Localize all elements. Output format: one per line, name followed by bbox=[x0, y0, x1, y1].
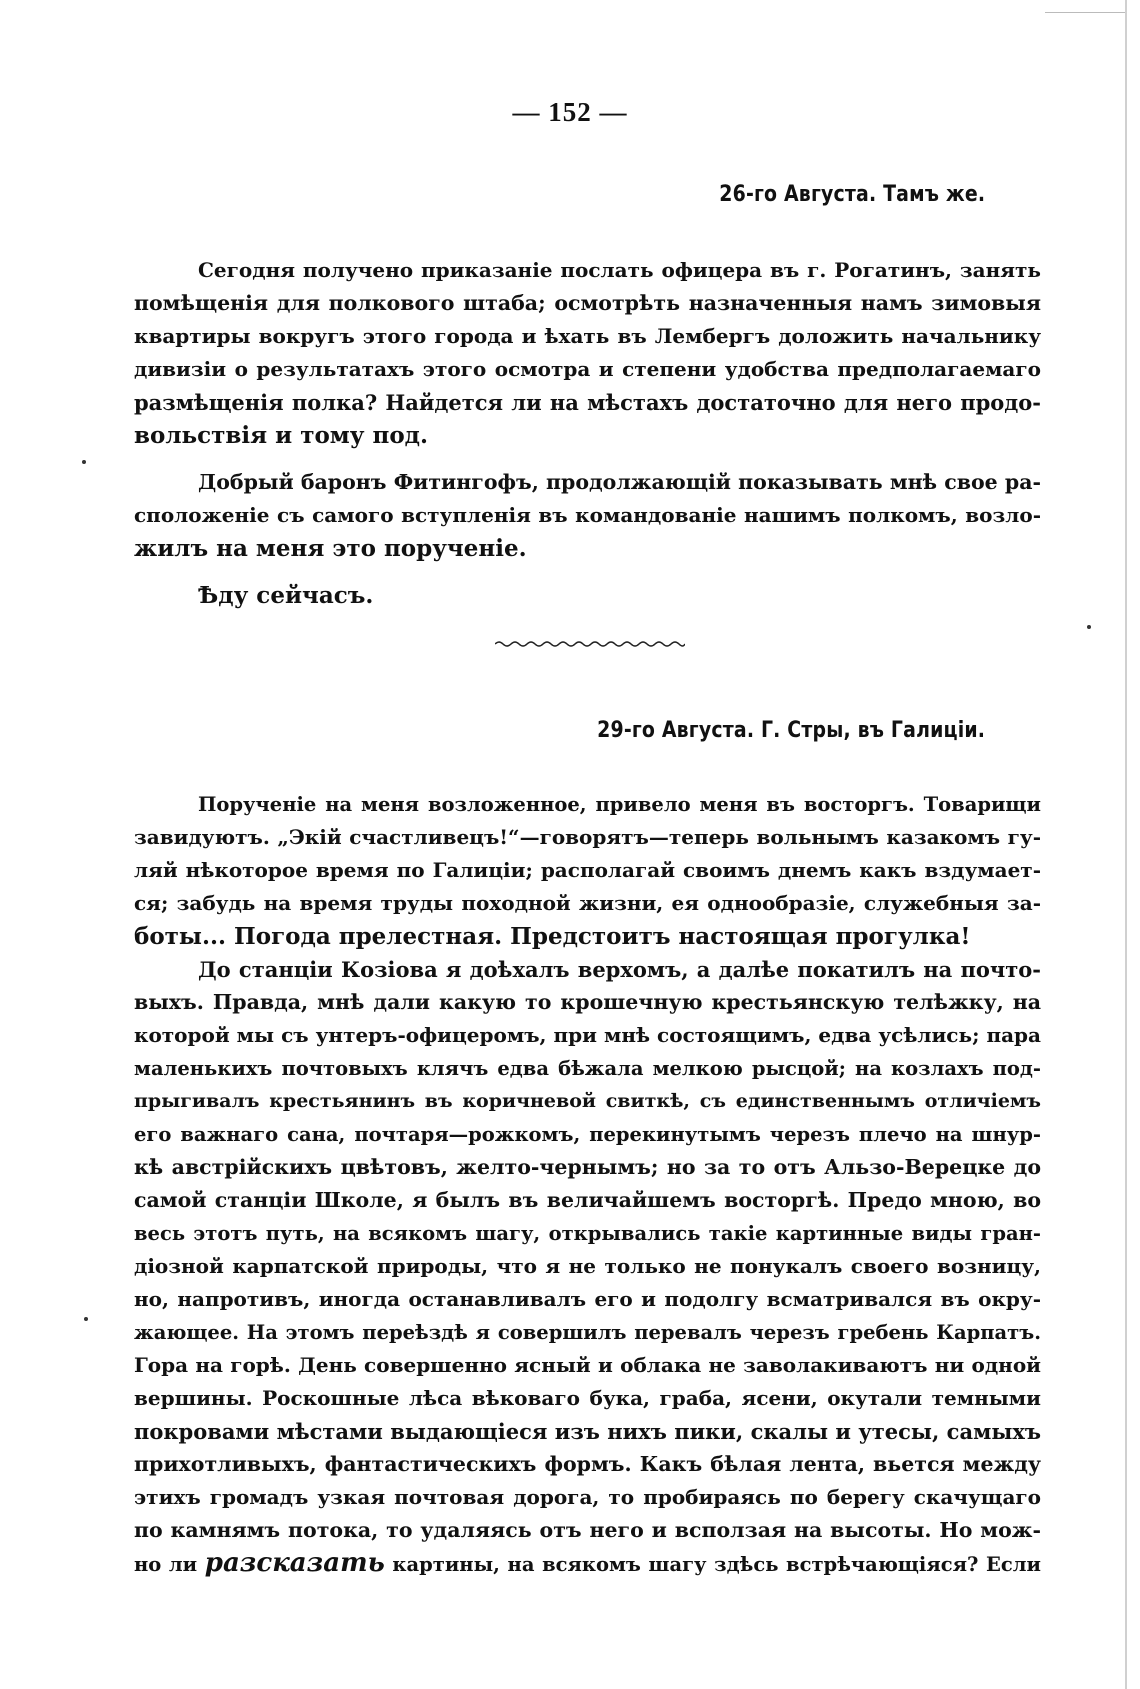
wavy-separator bbox=[495, 640, 685, 648]
text-line: Гора на горѣ. День совершенно ясный и облака не заволакиваютъ ни одной bbox=[134, 1353, 1041, 1377]
italic-word: разсказать bbox=[204, 1548, 385, 1578]
text-line: жилъ на меня это порученіе. bbox=[134, 535, 527, 562]
entry-heading-aug-26: 26-го Августа. Тамъ же. bbox=[719, 182, 985, 207]
text-line-last bbox=[134, 1547, 1041, 1580]
text-line: вольствія и тому под. bbox=[134, 422, 429, 449]
text-line: До станціи Козіова я доѣхалъ верхомъ, а далѣе покатилъ на почто- bbox=[198, 957, 1041, 982]
text-line: по камнямъ потока, то удаляясь отъ него и всползая на высоты. Но мож- bbox=[134, 1518, 1041, 1542]
scan-speck bbox=[82, 460, 86, 464]
text-line: весь этотъ путь, на всякомъ шагу, открывались такіе картинные виды гран- bbox=[134, 1222, 1041, 1245]
text-line: дивизіи о результатахъ этого осмотра и степени удобства предполагаемаго bbox=[134, 357, 1041, 381]
text-line: діозной карпатской природы, что я не только не понукалъ своего возницу, bbox=[134, 1254, 1041, 1278]
text-line: завидуютъ. „Экій счастливецъ!“—говорятъ—теперь вольнымъ казакомъ гу- bbox=[134, 825, 1041, 849]
scan-speck bbox=[1087, 625, 1091, 629]
text-line: ся; забудь на время труды походной жизни, ея однообразіе, служебныя за- bbox=[134, 891, 1041, 915]
text-line: вершины. Роскошные лѣса вѣковаго бука, граба, ясени, окутали темными bbox=[134, 1386, 1041, 1410]
text-line: сположеніе съ самого вступленія въ командованіе нашимъ полкомъ, возло- bbox=[134, 503, 1041, 527]
text-line: ляй нѣкоторое время по Галиціи; располагай своимъ днемъ какъ вздумает- bbox=[134, 858, 1041, 882]
text-line: Ѣду сейчасъ. bbox=[198, 582, 374, 609]
text-line: его важнаго сана, почтаря—рожкомъ, перекинутымъ черезъ плечо на шнур- bbox=[134, 1123, 1041, 1146]
text-line: прихотливыхъ, фантастическихъ формъ. Какъ бѣлая лента, вьется между bbox=[134, 1452, 1041, 1476]
text-segment: но ли bbox=[134, 1553, 198, 1576]
text-line: кѣ австрійскихъ цвѣтовъ, желто-чернымъ; но за то отъ Альзо-Верецке до bbox=[134, 1155, 1041, 1179]
text-segment: картины, на всякомъ шагу здѣсь встрѣчающіяся? Если bbox=[392, 1553, 1042, 1576]
text-line: размѣщенія полка? Найдется ли на мѣстахъ достаточно для него продо- bbox=[134, 390, 1041, 415]
text-line: этихъ громадъ узкая почтовая дорога, то пробираясь по берегу скачущаго bbox=[134, 1485, 1041, 1509]
text-line: выхъ. Правда, мнѣ дали какую то крошечную крестьянскую телѣжку, на bbox=[134, 990, 1041, 1014]
text-line: которой мы съ унтеръ-офицеромъ, при мнѣ состоящимъ, едва усѣлись; пара bbox=[134, 1023, 1041, 1047]
text-line: прыгивалъ крестьянинъ въ коричневой свиткѣ, съ единственнымъ отличіемъ bbox=[134, 1090, 1041, 1112]
page-number: — 152 — bbox=[512, 97, 628, 127]
text-line: Порученіе на меня возложенное, привело меня въ восторгъ. Товарищи bbox=[198, 793, 1041, 816]
text-line: Добрый баронъ Фитингофъ, продолжающій показывать мнѣ свое ра- bbox=[198, 470, 1041, 494]
text-line: помѣщенія для полкового штаба; осмотрѣть назначенныя намъ зимовыя bbox=[134, 291, 1041, 315]
text-line: Сегодня получено приказаніе послать офицера въ г. Рогатинъ, занять bbox=[198, 258, 1041, 282]
text-line: жающее. На этомъ переѣздѣ я совершилъ перевалъ черезъ гребень Карпатъ. bbox=[134, 1321, 1041, 1344]
text-line: но, напротивъ, иногда останавливалъ его и подолгу всматривался въ окру- bbox=[134, 1287, 1041, 1311]
text-line: боты... Погода прелестная. Предстоитъ настоящая прогулка! bbox=[134, 923, 971, 950]
text-line: квартиры вокругъ этого города и ѣхать въ Лембергъ доложить начальнику bbox=[134, 324, 1041, 348]
page-edge bbox=[1125, 0, 1127, 1689]
scan-edge-line bbox=[1045, 12, 1125, 13]
text-line: самой станціи Школе, я былъ въ величайшемъ восторгѣ. Предо мною, во bbox=[134, 1188, 1041, 1212]
scan-speck bbox=[84, 1317, 88, 1321]
entry-heading-aug-29: 29-го Августа. Г. Стры, въ Галиціи. bbox=[596, 718, 985, 743]
text-line: маленькихъ почтовыхъ клячъ едва бѣжала мелкою рысцой; на козлахъ под- bbox=[134, 1057, 1041, 1080]
text-line: покровами мѣстами выдающіеся изъ нихъ пики, скалы и утесы, самыхъ bbox=[134, 1419, 1041, 1444]
